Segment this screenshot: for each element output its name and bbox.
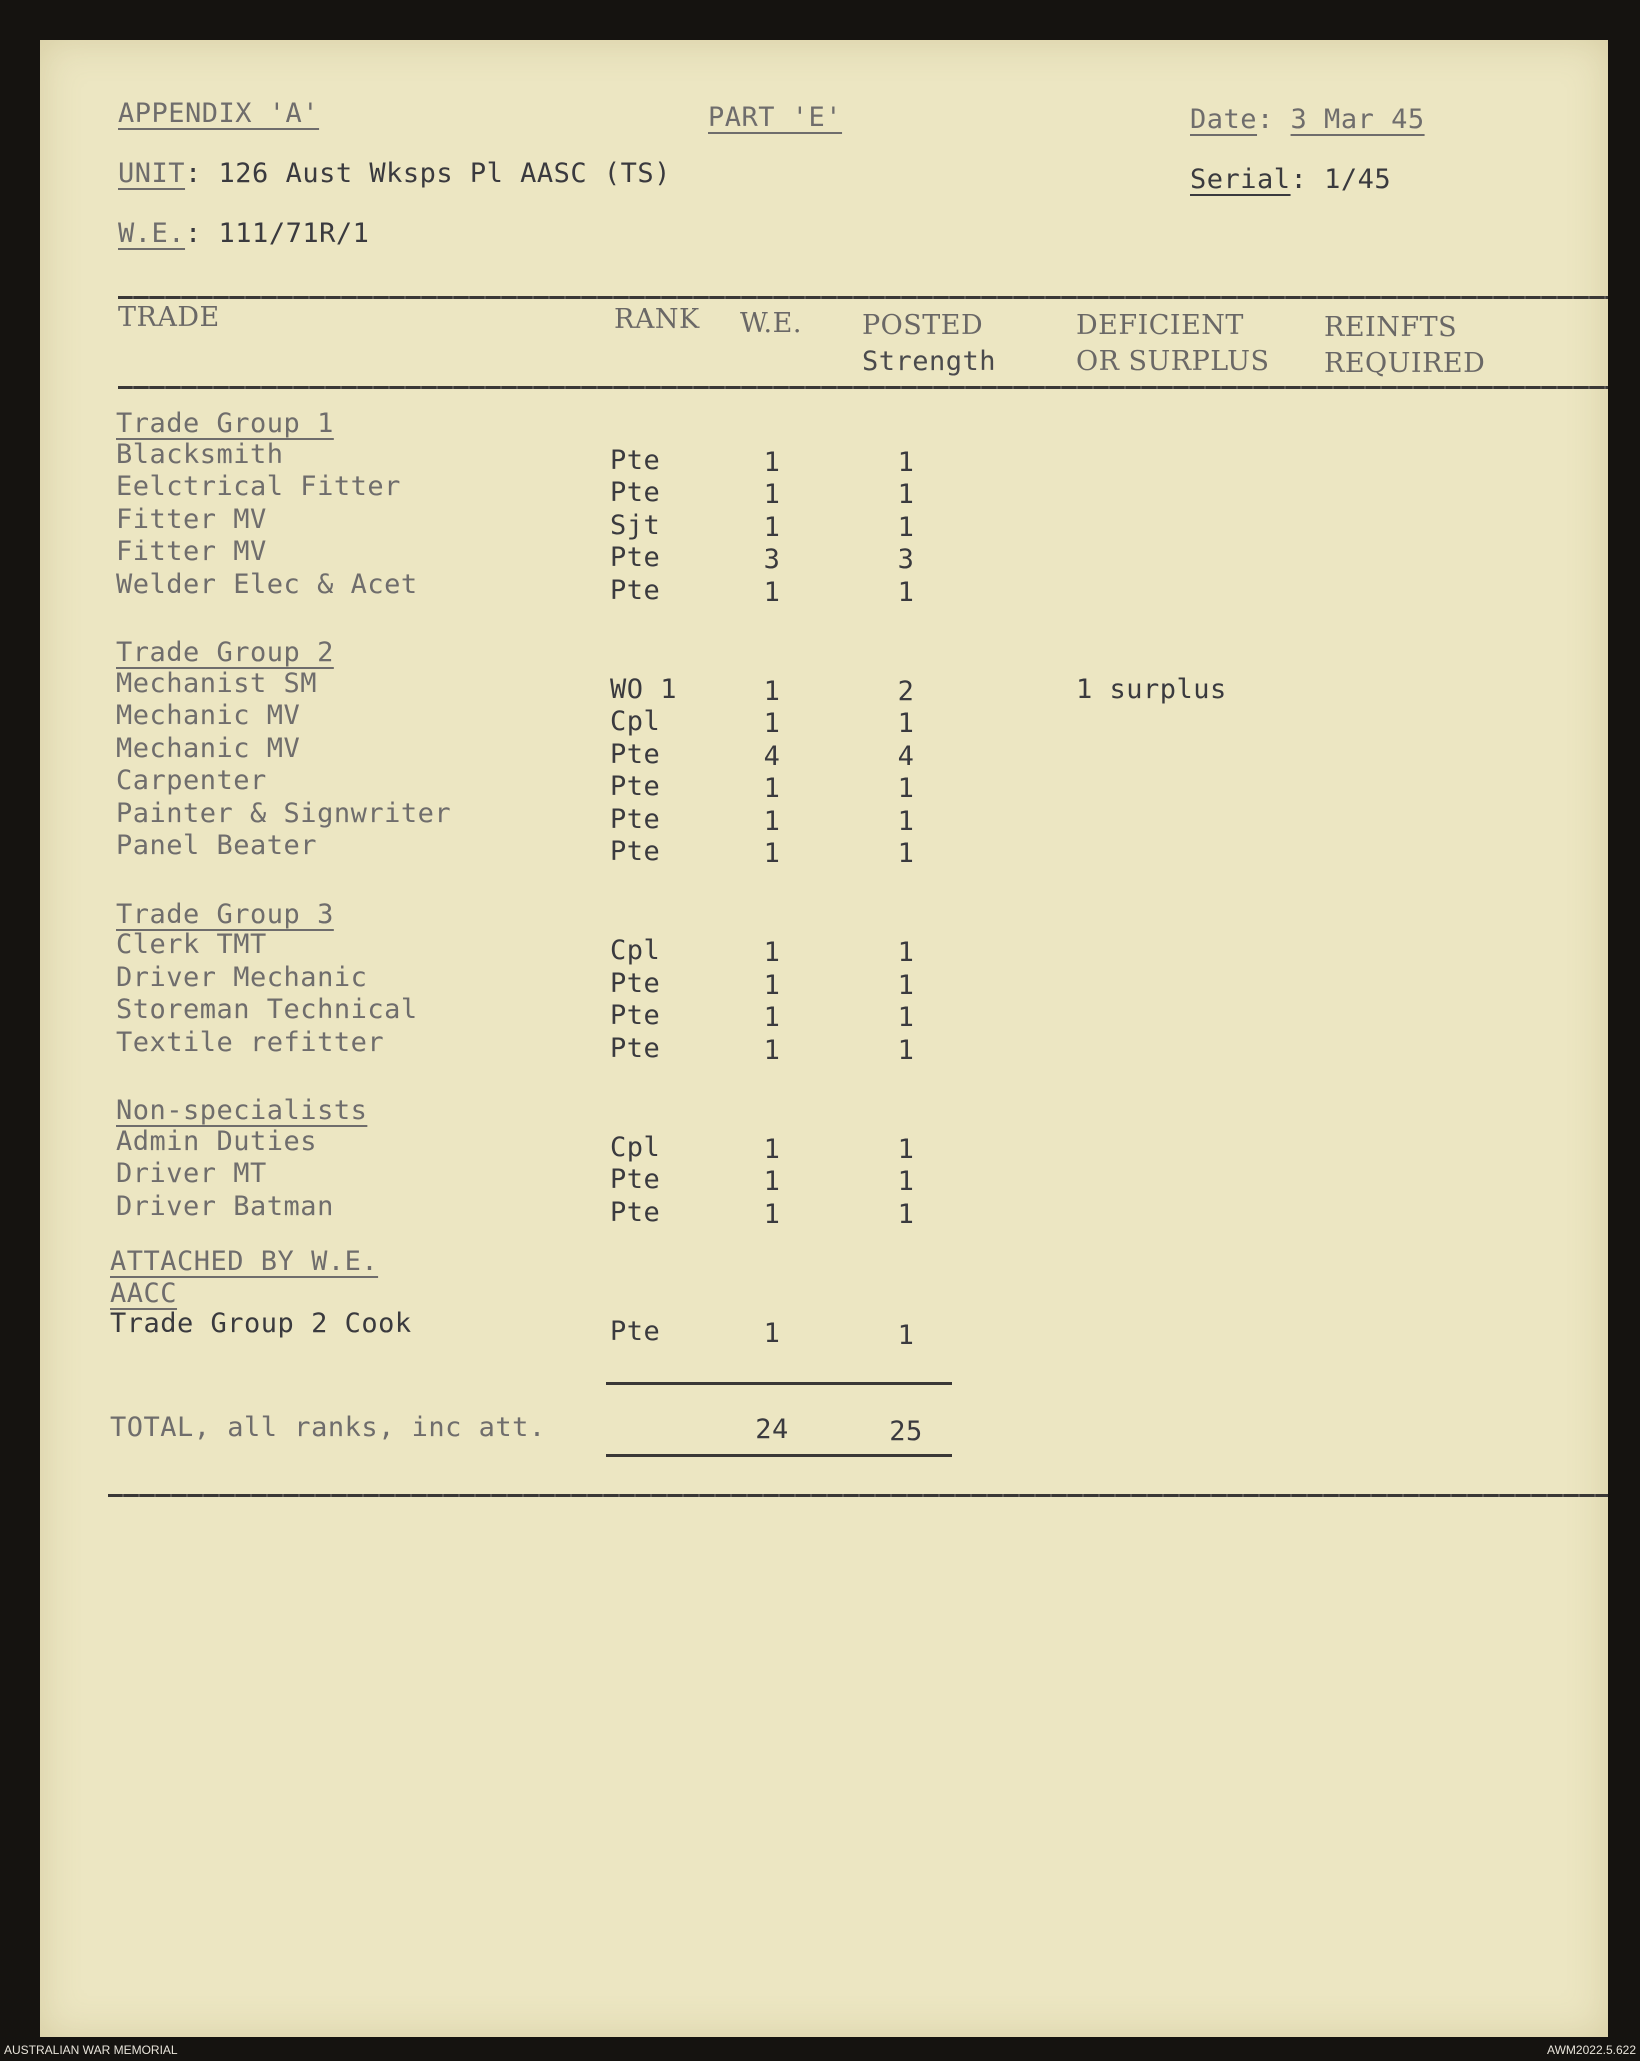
row-posted: 1	[897, 773, 915, 804]
row-posted: 1	[897, 1034, 915, 1066]
row-rank: Pte	[610, 1000, 661, 1031]
row-we: 1	[763, 838, 781, 869]
row-trade: Mechanist SM	[116, 667, 318, 699]
part-heading: PART 'E'	[708, 102, 843, 133]
col-trade: TRADE	[118, 302, 220, 333]
date-value: 3 Mar 45	[1290, 104, 1425, 135]
header-rule-bottom	[118, 386, 1608, 389]
row-rank: Cpl	[610, 935, 661, 966]
we-value: 111/71R/1	[218, 218, 370, 249]
row-we: 1	[763, 479, 781, 510]
row-trade: Painter & Signwriter	[116, 797, 452, 829]
row-rank: Pte	[610, 1032, 661, 1064]
row-posted: 1	[897, 1002, 915, 1033]
row-posted: 1	[897, 937, 915, 968]
group-title: Trade Group 1	[116, 408, 334, 439]
row-trade: Panel Beater	[116, 830, 318, 861]
row-trade: Fitter MV	[116, 503, 267, 535]
row-rank: Pte	[610, 836, 661, 867]
document-page	[40, 40, 1608, 2037]
date-label: Date	[1190, 104, 1258, 135]
row-we: 4	[763, 740, 781, 772]
subtotal-rule	[606, 1382, 952, 1385]
row-we: 1	[763, 446, 781, 478]
date-line: Date: 3 Mar 45	[1190, 104, 1425, 135]
attached-heading: ATTACHED BY W.E.	[110, 1246, 379, 1277]
row-trade: Clerk TMT	[116, 929, 267, 960]
col-reinfts: REINFTS	[1324, 312, 1458, 343]
row-rank: Sjt	[610, 509, 661, 541]
row-trade: Mechanic MV	[116, 732, 301, 764]
group-title: Trade Group 3	[116, 898, 334, 930]
row-we: 1	[763, 969, 781, 1001]
row-we: 1	[763, 773, 781, 804]
group-title: Non-specialists	[116, 1095, 368, 1126]
footer-right: AWM2022.5.622	[1547, 2043, 1636, 2057]
attached-rank: Pte	[610, 1316, 661, 1347]
header-rule-top	[118, 296, 1608, 299]
row-we: 1	[763, 1034, 781, 1066]
footer-left: AUSTRALIAN WAR MEMORIAL	[4, 2043, 178, 2057]
col-posted: POSTED	[862, 310, 984, 341]
col-we: W.E.	[740, 308, 802, 339]
total-we: 24	[755, 1414, 789, 1445]
row-rank: Pte	[610, 738, 661, 770]
row-trade: Driver Mechanic	[116, 961, 368, 993]
row-we: 1	[763, 1166, 781, 1197]
row-we: 1	[763, 1198, 781, 1230]
row-we: 1	[763, 1002, 781, 1033]
row-trade: Storeman Technical	[116, 994, 418, 1025]
attached-posted: 1	[897, 1320, 915, 1351]
appendix-heading: APPENDIX 'A'	[118, 98, 320, 129]
total-posted: 25	[889, 1416, 923, 1447]
col-reinfts-2: REQUIRED	[1324, 348, 1486, 379]
row-rank: Pte	[610, 444, 661, 476]
col-deficient: DEFICIENT	[1076, 310, 1244, 341]
row-posted: 1	[897, 1133, 915, 1165]
row-rank: Pte	[610, 574, 661, 606]
row-trade: Textile refitter	[116, 1026, 385, 1058]
row-we: 1	[763, 708, 781, 739]
row-note: 1 surplus	[1076, 673, 1227, 705]
row-trade: Welder Elec & Acet	[116, 568, 418, 600]
row-we: 1	[763, 1133, 781, 1165]
serial-label: Serial	[1190, 164, 1291, 195]
row-we: 1	[763, 576, 781, 608]
row-we: 3	[763, 544, 781, 575]
row-rank: Pte	[610, 803, 661, 835]
row-we: 1	[763, 937, 781, 968]
total-label: TOTAL, all ranks, inc att.	[110, 1412, 546, 1443]
total-rule	[606, 1454, 952, 1457]
row-trade: Blacksmith	[116, 438, 284, 470]
bottom-rule	[108, 1494, 1608, 1497]
serial-line: Serial: 1/45	[1190, 164, 1392, 195]
row-rank: Cpl	[610, 706, 661, 737]
serial-value: 1/45	[1324, 164, 1392, 195]
row-posted: 1	[897, 708, 915, 739]
row-trade: Mechanic MV	[116, 700, 301, 731]
row-trade: Driver MT	[116, 1158, 267, 1189]
col-posted-2: Strength	[862, 346, 997, 377]
row-trade: Fitter MV	[116, 536, 267, 567]
row-posted: 1	[897, 479, 915, 510]
row-posted: 1	[897, 1198, 915, 1230]
row-we: 1	[763, 511, 781, 543]
row-posted: 1	[897, 838, 915, 869]
col-rank: RANK	[614, 304, 700, 335]
row-posted: 2	[897, 675, 915, 707]
row-we: 1	[763, 805, 781, 837]
we-label: W.E.	[118, 218, 186, 249]
row-posted: 1	[897, 969, 915, 1001]
group-title: Trade Group 2	[116, 637, 334, 668]
row-posted: 1	[897, 1166, 915, 1197]
row-rank: WO 1	[610, 673, 678, 705]
row-posted: 4	[897, 740, 915, 772]
attached-trade: Trade Group 2 Cook	[110, 1308, 412, 1339]
unit-label: UNIT	[118, 158, 186, 189]
row-we: 1	[763, 675, 781, 707]
attached-we: 1	[763, 1318, 781, 1349]
row-rank: Pte	[610, 542, 661, 573]
row-posted: 1	[897, 805, 915, 837]
row-rank: Pte	[610, 967, 661, 999]
row-rank: Pte	[610, 477, 661, 508]
row-rank: Cpl	[610, 1131, 661, 1163]
we-line: W.E.: 111/71R/1	[118, 218, 370, 249]
row-rank: Pte	[610, 771, 661, 802]
row-posted: 1	[897, 511, 915, 543]
col-deficient-2: OR SURPLUS	[1076, 346, 1270, 377]
row-trade: Admin Duties	[116, 1125, 318, 1157]
row-posted: 1	[897, 446, 915, 478]
unit-value: 126 Aust Wksps Pl AASC (TS)	[218, 158, 671, 189]
attached-subheading: AACC	[110, 1278, 178, 1309]
row-trade: Eelctrical Fitter	[116, 471, 401, 502]
row-rank: Pte	[610, 1196, 661, 1228]
unit-line: UNIT: 126 Aust Wksps Pl AASC (TS)	[118, 158, 671, 189]
row-posted: 3	[897, 544, 915, 575]
row-trade: Carpenter	[116, 765, 267, 796]
row-posted: 1	[897, 576, 915, 608]
row-rank: Pte	[610, 1164, 661, 1195]
row-trade: Driver Batman	[116, 1190, 334, 1222]
